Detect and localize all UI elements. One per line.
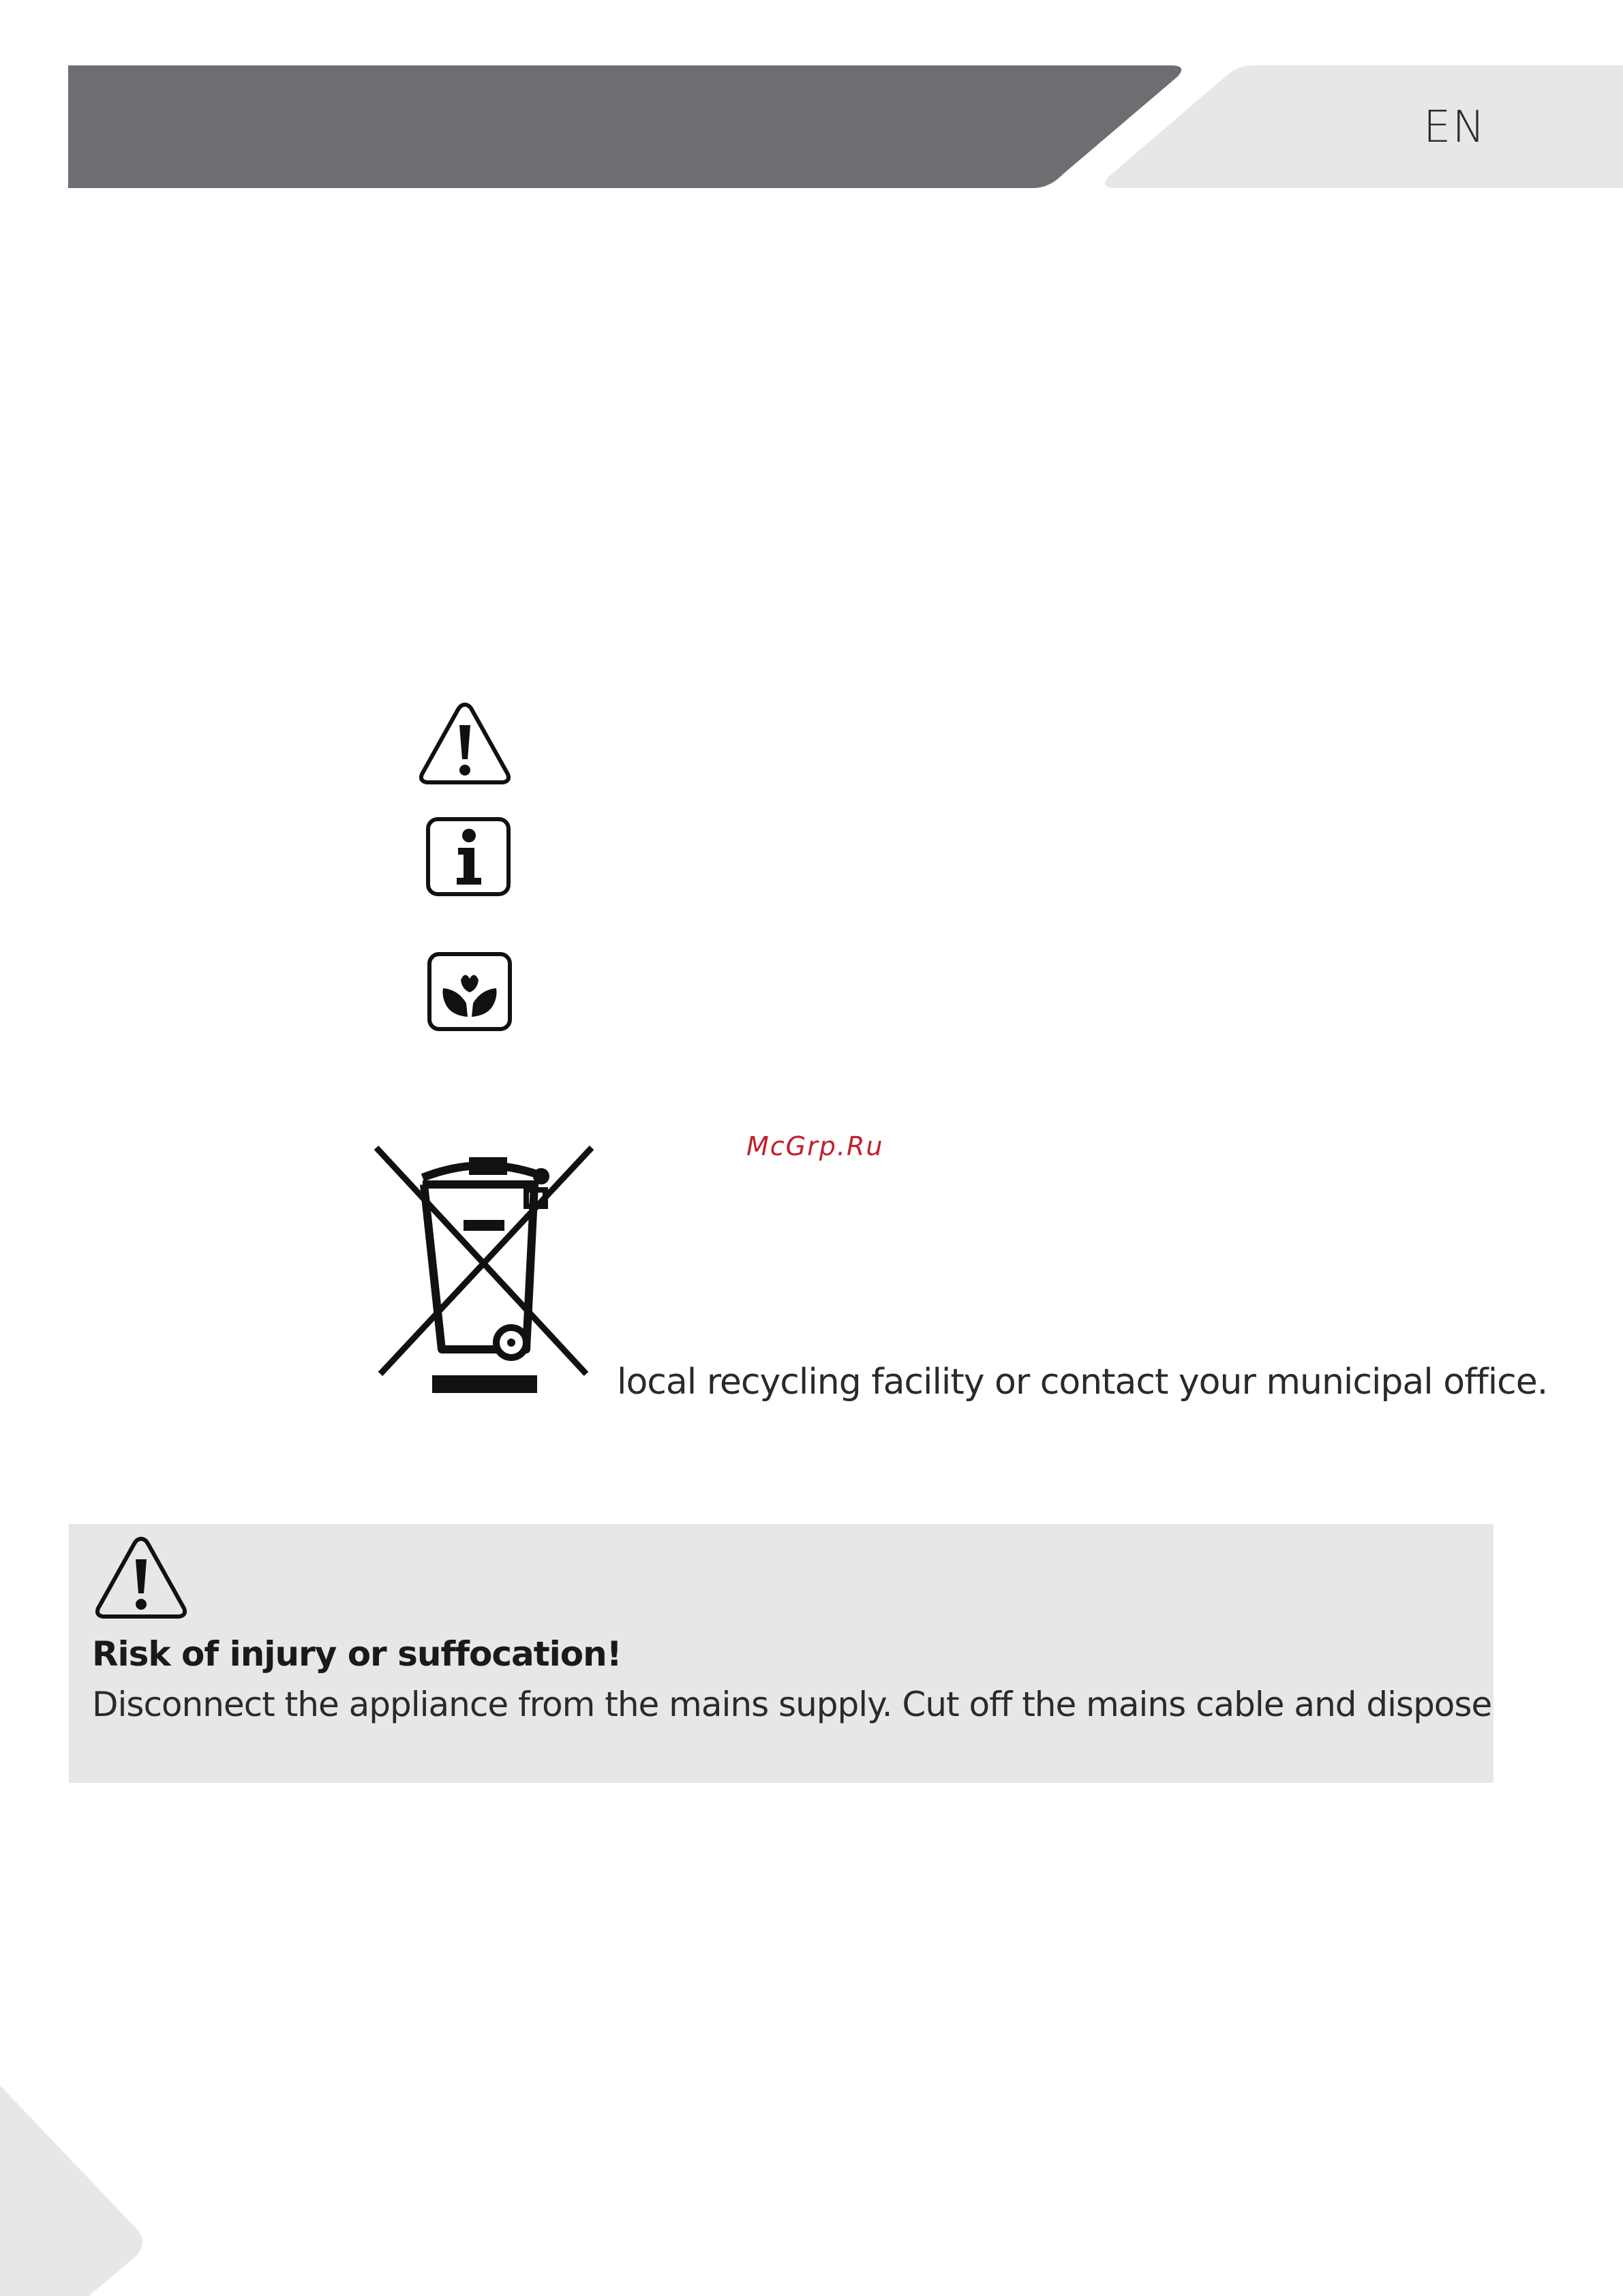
warning-text: Disconnect the appliance from the mains supply. Cut off the mains cable and dispose xyxy=(92,1685,1492,1724)
header-bar xyxy=(68,65,1181,188)
crossed-out-wheelie-bin-icon xyxy=(368,1145,600,1397)
watermark-text: McGrp.Ru xyxy=(746,1131,884,1161)
warning-title: Risk of injury or suffocation! xyxy=(92,1634,622,1674)
information-icon xyxy=(425,816,511,898)
warning-triangle-icon xyxy=(417,699,513,788)
warning-box xyxy=(69,1524,1493,1783)
corner-decoration xyxy=(0,2085,164,2296)
environment-flower-icon xyxy=(427,951,513,1033)
warning-triangle-icon xyxy=(93,1533,189,1622)
language-code: EN xyxy=(1423,102,1487,153)
header-tab xyxy=(1105,65,1623,188)
header-banner xyxy=(0,0,1623,198)
recycling-info-text: local recycling facility or contact your municipal office. xyxy=(617,1362,1548,1403)
